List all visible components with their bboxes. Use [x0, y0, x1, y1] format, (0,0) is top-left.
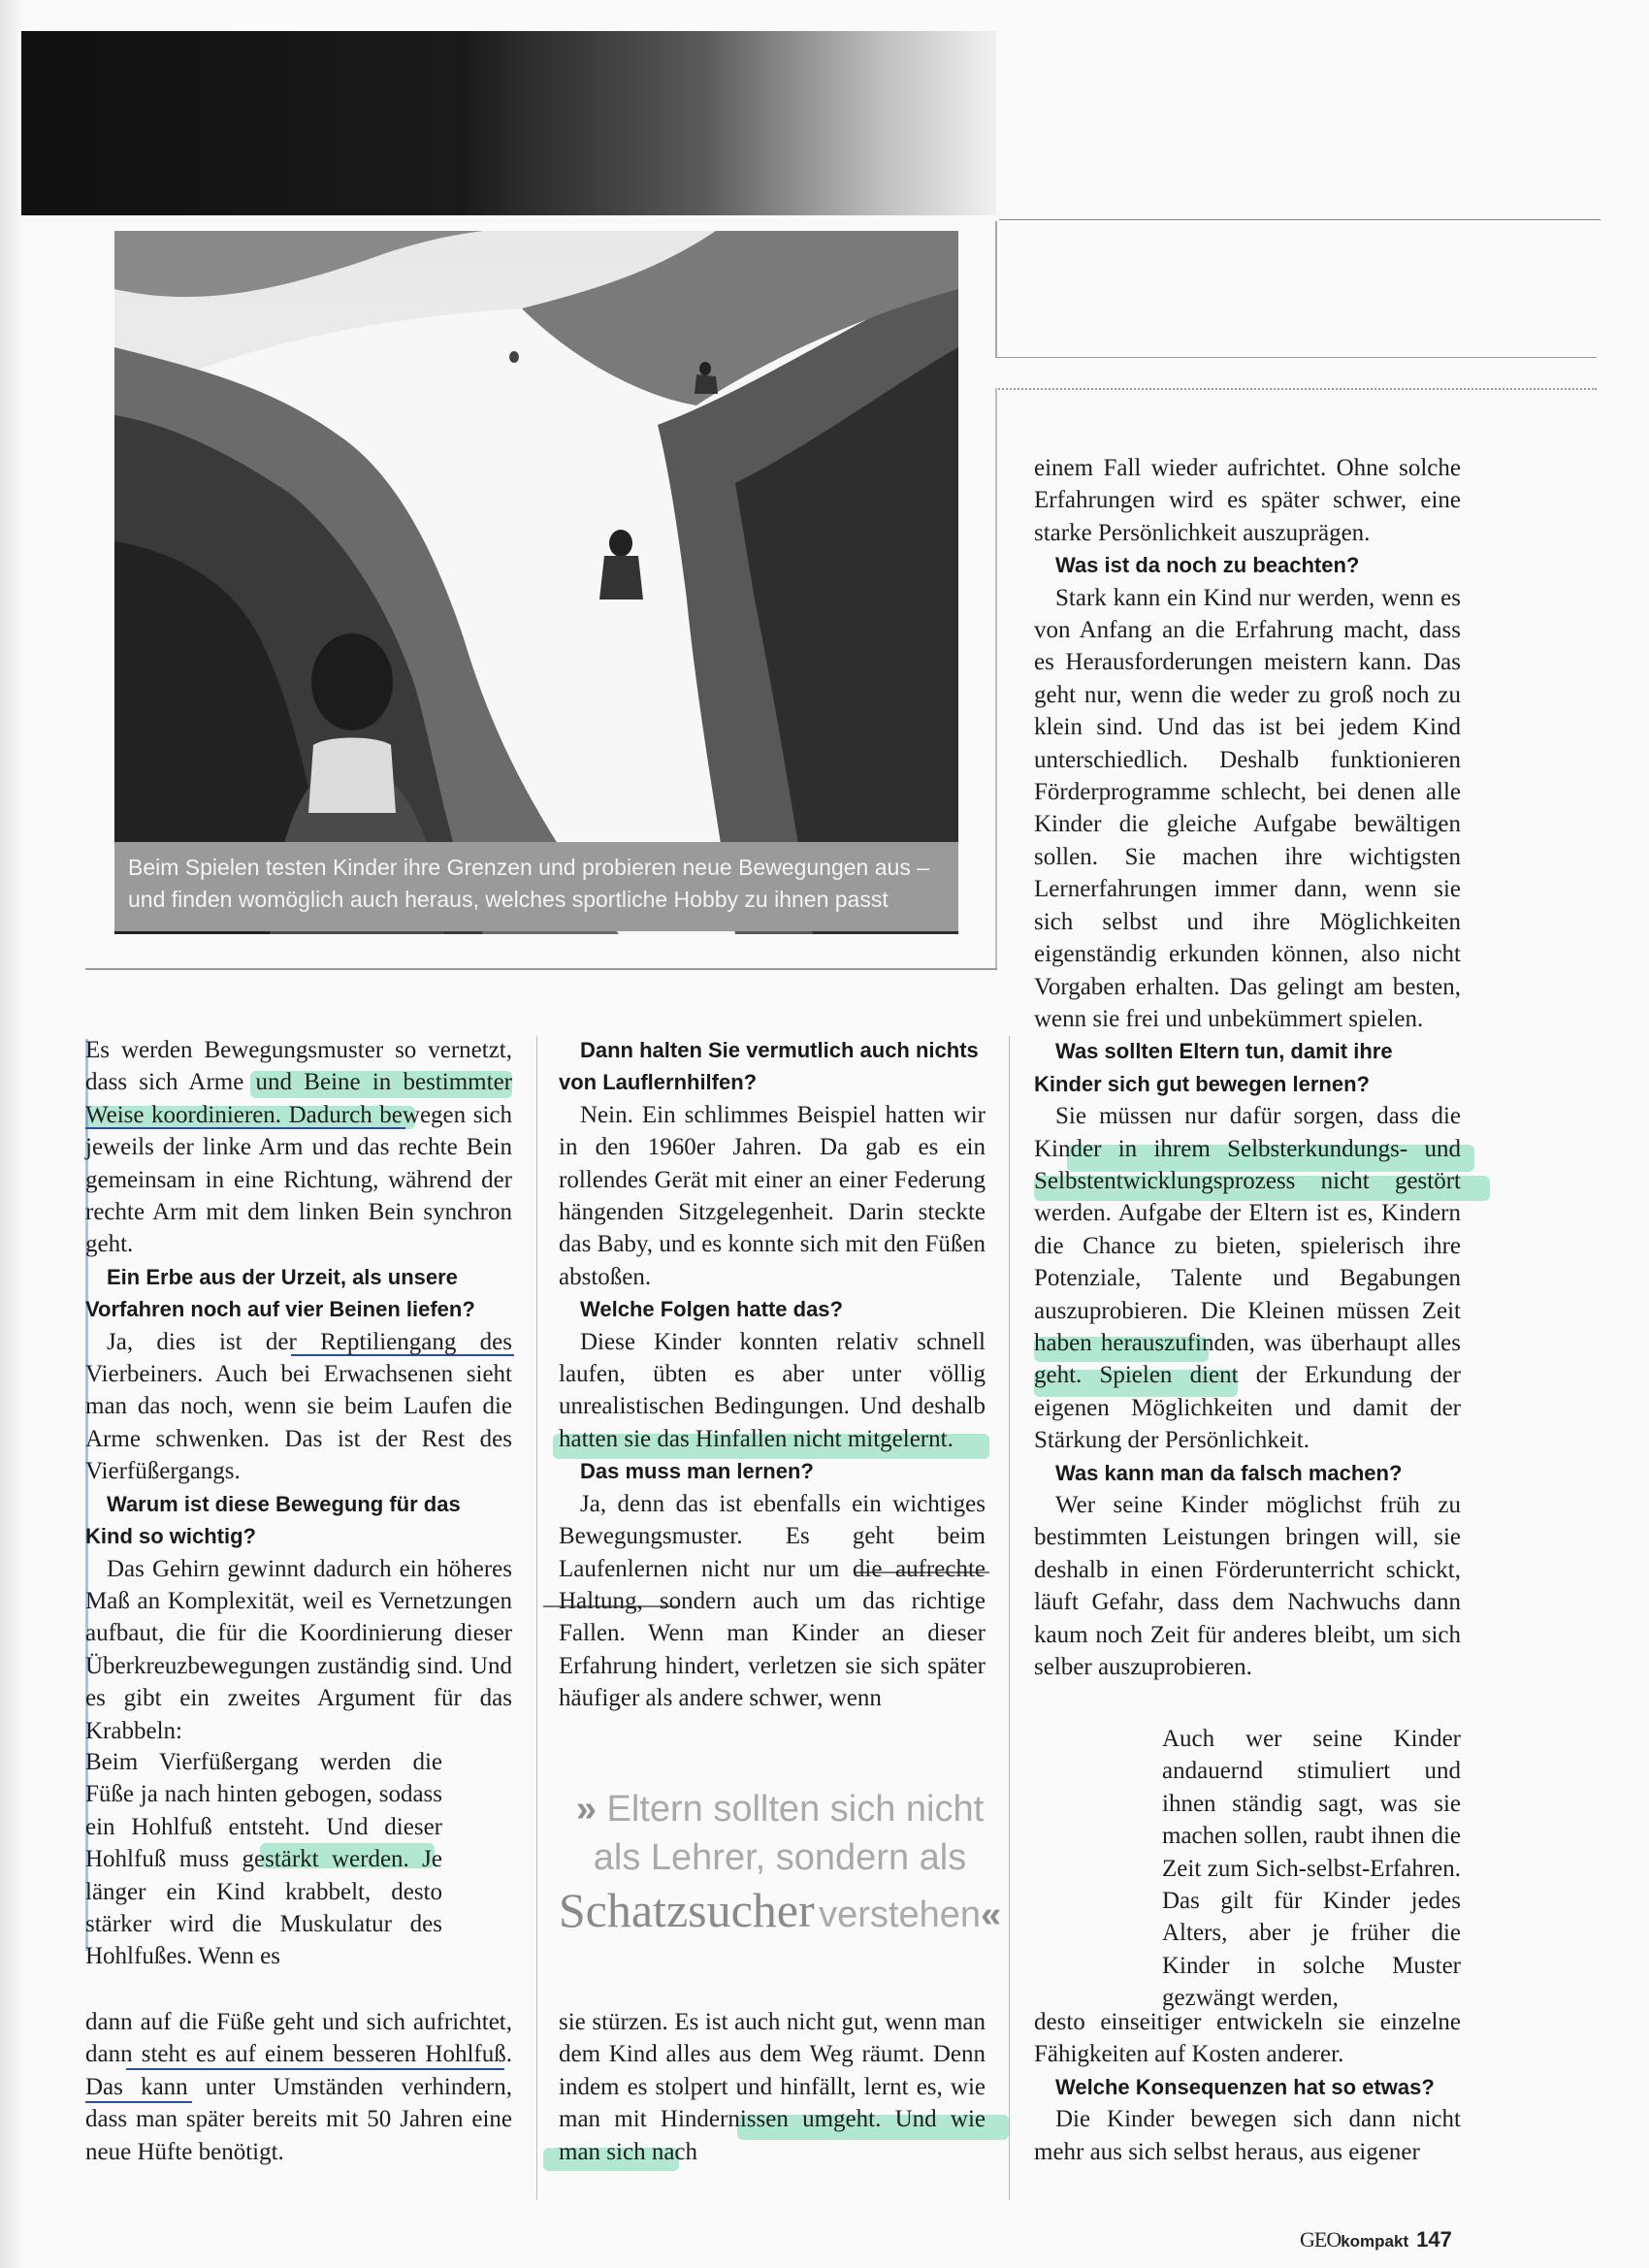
column-3-middle [1162, 1723, 1461, 2015]
question-heading: Ein Erbe aus der Urzeit, als unsere Vorfahren noch auf vier Beinen liefen? [85, 1264, 475, 1322]
infobox-bottom-rule [995, 357, 1597, 358]
dotted-divider [995, 388, 1597, 390]
caption-line-1: Beim Spielen testen Kinder ihre Grenzen und probieren neue Bewegungen aus – [128, 855, 930, 880]
paragraph: Wer seine Kinder möglichst früh zu bestimmten Leistungen bringen will, sie deshalb in einen Förderunterricht schickt, läuft Gefahr, dass dem Nachwuchs dann kaum noch Zeit für anderes bleibt, um sich selber auszuprobieren. [1034, 1492, 1461, 1681]
quote-tail: verstehen [819, 1895, 981, 1935]
caption-line-2: und finden womöglich auch heraus, welches sportliche Hobby zu ihnen passt [128, 887, 889, 912]
quote-line-1: Eltern sollten sich nicht [606, 1789, 985, 1830]
photo-dune-path [114, 231, 958, 934]
paragraph: desto einseitiger entwickeln sie einzelne Fähigkeiten auf Kosten anderer. [1034, 2009, 1461, 2068]
paragraph: einem Fall wieder aufrichtet. Ohne solche Erfahrungen wird es später schwer, eine starke Persönlichkeit auszuprägen. [1034, 455, 1461, 546]
photo-right-rule [995, 388, 997, 968]
paragraph: sie stürzen. Es ist auch nicht gut, wenn man dem Kind alles aus dem Weg räumt. Denn indem es stolpert und hinfällt, lernt es, wie man mit Hindernissen umgeht. Und wie man sich nach [559, 2009, 986, 2165]
paragraph: Stark kann ein Kind nur werden, wenn es von Anfang an die Erfahrung macht, dass es Herausforderungen meistern kann. Das geht nur, wenn die weder zu groß noch zu klein sind. Und das ist bei jedem Kind unterschiedlich. Deshalb funktionieren Förderprogramme schlecht, bei denen alle Kinder die gleiche Aufgabe bewältigen sollen. Sie machen ihre wichtigsten Lernerfahrungen immer dann, wenn sie sich selbst und ihre Möglichkeiten eigenständig erkunden können, also nicht Vorgaben erhalten. Das gelingt am besten, wenn sie frei und unbekümmert spielen. [1034, 584, 1461, 1032]
column-1-bottom [85, 2006, 512, 2168]
quote-close-mark: « [980, 1895, 1002, 1935]
paragraph: Ja, denn das ist ebenfalls ein wichtiges Bewegungsmuster. Es geht beim Laufenlernen nicht nur um die aufrechte Haltung, sondern auch um das richtige Fallen. Wenn man Kinder an dieser Erfahrung hindert, verletzen sie sich später häufiger als andere schwer, wenn [559, 1490, 986, 1712]
brand-kompakt: kompakt [1341, 2232, 1409, 2251]
column-3-top [1034, 452, 1461, 1683]
quote-open-mark: » [575, 1789, 597, 1830]
column-3-bottom [1034, 2006, 1461, 2168]
paragraph: Die Kinder bewegen sich dann nicht mehr aus sich selbst heraus, aus eigener [1034, 2106, 1461, 2165]
paragraph: Nein. Ein schlimmes Beispiel hatten wir in den 1960er Jahren. Da gab es ein rollendes Gerät mit einer an einer Federung hängenden Sitzgelegenheit. Darin steckte das Baby, und es konnte sich mit den Füßen abstoßen. [559, 1101, 986, 1290]
page-footer [1300, 2227, 1452, 2252]
question-heading: Was ist da noch zu beachten? [1055, 553, 1360, 578]
paragraph: Beim Vierfüßergang werden die Füße ja nach hinten gebogen, sodass ein Hohlfuß entsteht. Und dieser Hohlfuß muss gestärkt werden. Je länger ein Kind krabbelt, desto stärker wird die Muskulatur des Hohlfußes. Wenn es [85, 1749, 442, 1970]
paragraph: Auch wer seine Kinder andauernd stimuliert und ihnen ständig sagt, was sie machen sollen, raubt ihnen die Zeit zum Sich-selbst-Erfahren. Das gilt für Kinder jedes Alters, aber je früher die Kinder in solche Muster gezwängt werden, [1162, 1726, 1461, 2012]
question-heading: Was sollten Eltern tun, damit ihre Kinder sich gut bewegen lernen? [1034, 1039, 1393, 1096]
column-1 [85, 1034, 512, 1747]
paragraph: Es werden Bewegungsmuster so vernetzt, dass sich Arme und Beine in bestimmter Weise koordinieren. Dadurch bewegen sich jeweils der linke Arm und das rechte Bein gemeinsam in eine Richtung, während der rechte Arm mit dem linken Bein synchron geht. [85, 1037, 512, 1258]
column-divider-1 [536, 1036, 537, 2200]
column-divider-2 [1009, 1036, 1010, 2200]
pull-quote [508, 1785, 1051, 1951]
column-1-narrow [85, 1746, 442, 1973]
brand-geo: GEO [1300, 2227, 1342, 2252]
paragraph: Ja, dies ist der Reptiliengang des Vierbeiners. Auch bei Erwachsenen sieht man das noch, wenn sie beim Laufen die Arme schwenken. Das ist der Rest des Vierfüßergangs. [85, 1328, 512, 1485]
question-heading: Dann halten Sie vermutlich auch nichts von Lauflernhilfen? [559, 1038, 979, 1095]
paragraph: dann auf die Füße geht und sich aufrichtet, dann steht es auf einem besseren Hohlfuß. Das kann unter Umständen verhindern, dass man später bereits mit 50 Jahren eine neue Hüfte benötigt. [85, 2009, 512, 2165]
page-number: 147 [1416, 2227, 1452, 2252]
question-heading: Was kann man da falsch machen? [1055, 1460, 1403, 1485]
question-heading: Welche Konsequenzen hat so etwas? [1055, 2074, 1435, 2099]
paragraph: Das Gehirn gewinnt dadurch ein höheres Maß an Komplexität, weil es Vernetzungen aufbaut, die für die Koordinierung dieser Überkreuzbewegungen zuständig sind. Und es gibt ein zweites Argument für das Krabbeln: [85, 1555, 512, 1744]
column-2-bottom [559, 2006, 986, 2168]
infobox-left-rule [995, 221, 997, 357]
question-heading: Warum ist diese Bewegung für das Kind so wichtig? [85, 1491, 461, 1549]
paragraph: Diese Kinder konnten relativ schnell laufen, übten es aber unter völlig unrealistischen Bedingungen. Und deshalb hatten sie das Hinfallen nicht mitgelernt. [559, 1328, 986, 1452]
photo-illustration [114, 231, 958, 934]
question-heading: Das muss man lernen? [580, 1459, 814, 1484]
header-gradient-bar [21, 31, 996, 215]
top-right-rule [999, 219, 1600, 220]
quote-big-word: Schatzsucher [558, 1883, 815, 1937]
column-2 [559, 1034, 986, 1715]
question-heading: Welche Folgen hatte das? [580, 1297, 843, 1322]
photo-bottom-rule [85, 968, 997, 970]
photo-caption [114, 842, 958, 931]
scan-edge [0, 0, 21, 2268]
paragraph: Sie müssen nur dafür sorgen, dass die Kinder in ihrem Selbsterkundungs- und Selbstentwicklungsprozess nicht gestört werden. Aufgabe der Eltern ist es, Kindern die Chance zu bieten, spielerisch ihre Potenziale, Talente und Begabungen auszuprobieren. Die Kleinen müssen Zeit haben herauszufinden, was überhaupt alles geht. Spielen dient der Erkundung der eigenen Möglichkeiten und damit der Stärkung der Persönlichkeit. [1034, 1103, 1461, 1454]
quote-line-2: als Lehrer, sondern als [593, 1837, 967, 1878]
